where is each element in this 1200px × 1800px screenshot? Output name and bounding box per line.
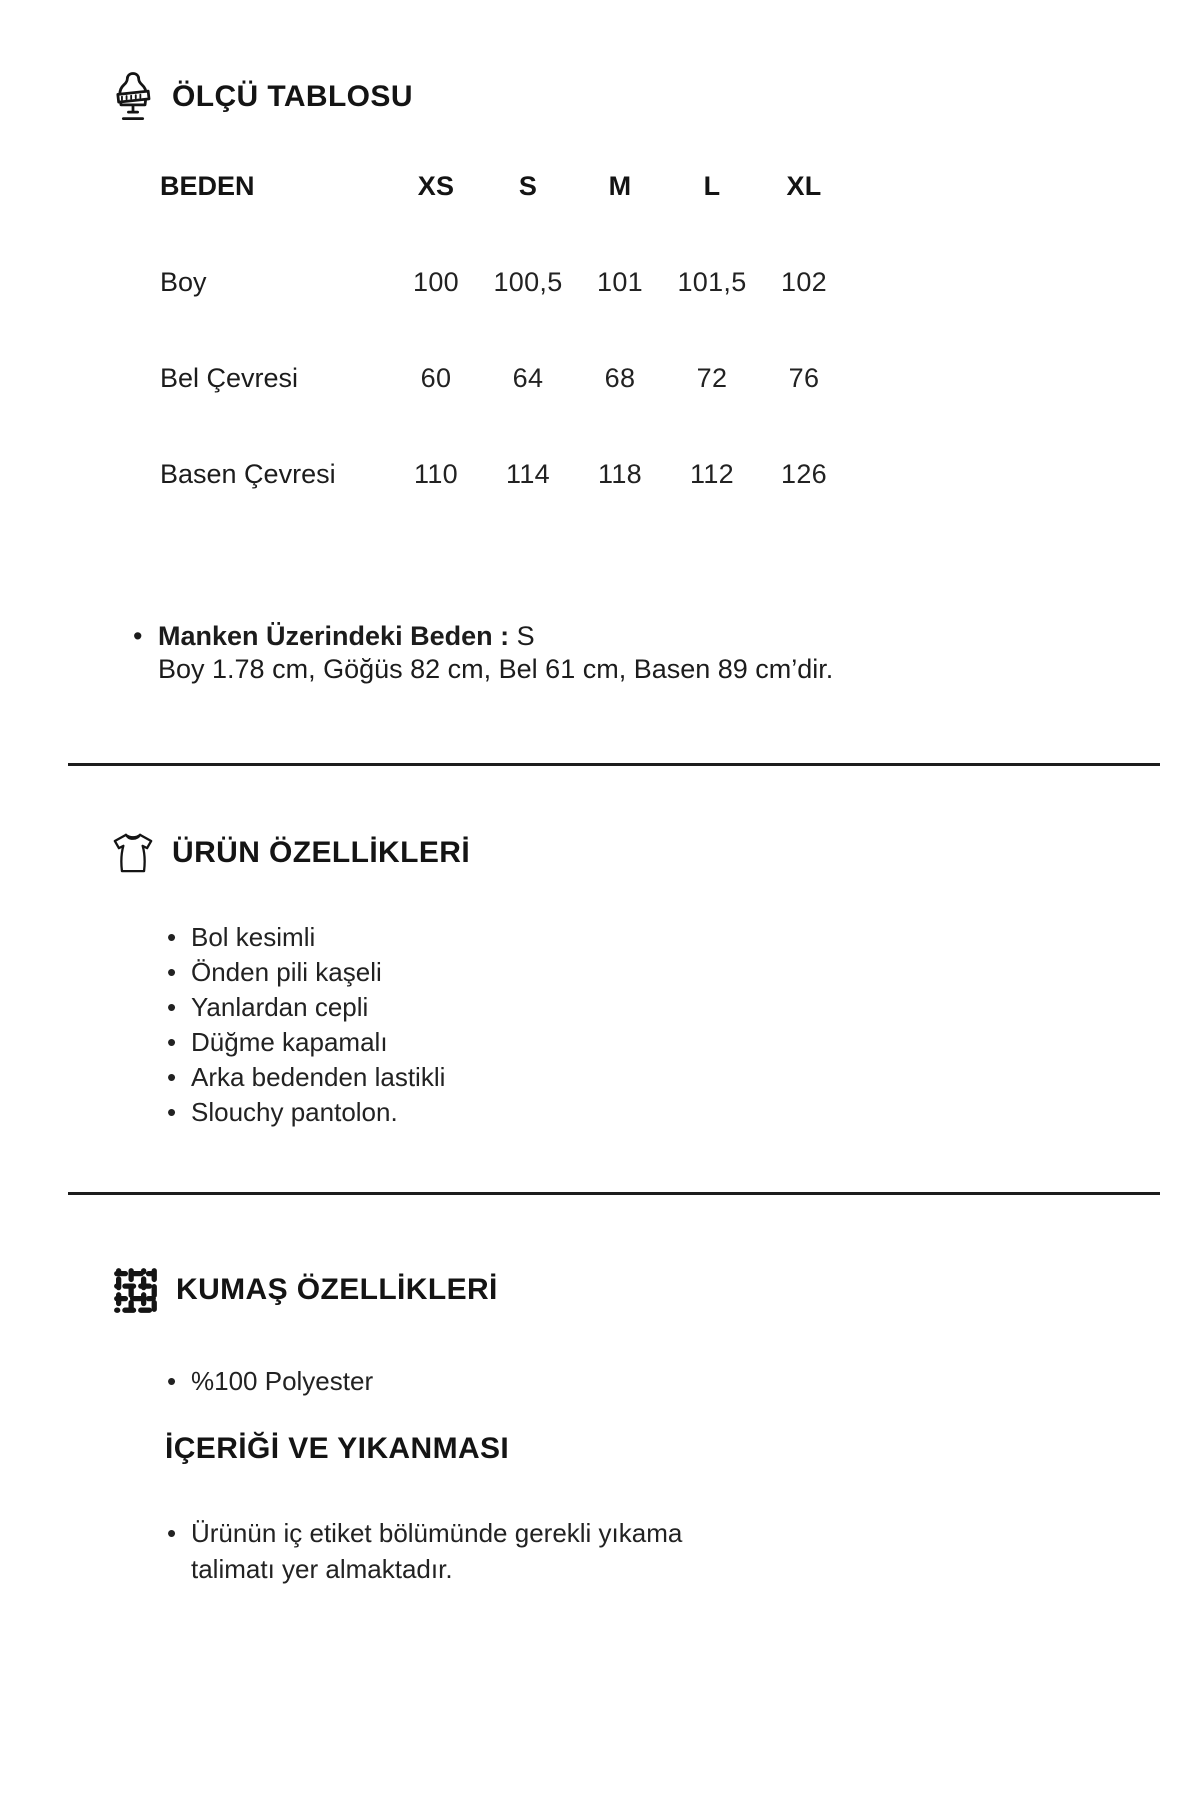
size-value: 126 (781, 459, 827, 489)
model-size-line (158, 620, 1160, 653)
size-value: 76 (788, 363, 820, 393)
size-value: 118 (598, 459, 642, 489)
washing-item: • Ürünün iç etiket bölümünde gerekli yıkama talimatı yer almaktadır. (165, 1515, 755, 1587)
feature-item: • Önden pili kaşeli (165, 955, 1160, 990)
product-features-title: ÜRÜN ÖZELLİKLERİ (172, 836, 471, 869)
fabric-list (165, 1365, 1160, 1398)
size-table (160, 170, 1160, 490)
size-row-label: Basen Çevresi (160, 459, 336, 489)
size-table-header (110, 70, 1160, 124)
feature-item: • Yanlardan cepli (165, 990, 1160, 1025)
fabric-item: • %100 Polyester (165, 1365, 1160, 1398)
size-value: 112 (690, 459, 734, 489)
size-value: 110 (414, 459, 458, 489)
size-value: 100,5 (493, 267, 563, 297)
size-header-xs: XS (417, 171, 455, 201)
size-value: 60 (420, 363, 452, 393)
size-row-label: Boy (160, 267, 207, 297)
size-value: 64 (512, 363, 544, 393)
model-measurements: Boy 1.78 cm, Göğüs 82 cm, Bel 61 cm, Basen 89 cm’dir. (158, 654, 834, 684)
size-header-s: S (518, 171, 538, 201)
size-value: 68 (604, 363, 636, 393)
fabric-title: KUMAŞ ÖZELLİKLERİ (176, 1273, 498, 1306)
washing-title: İÇERİĞİ VE YIKANMASI (165, 1432, 510, 1465)
size-row-label: Bel Çevresi (160, 363, 299, 393)
feature-item: • Arka bedenden lastikli (165, 1060, 1160, 1095)
tshirt-icon (110, 830, 156, 876)
feature-item: • Slouchy pantolon. (165, 1095, 1160, 1130)
size-value: 100 (413, 267, 459, 297)
product-features-header (110, 830, 1160, 876)
section-divider (68, 763, 1160, 766)
size-value: 102 (781, 267, 827, 297)
size-header-m: M (608, 171, 632, 201)
bullet-dot: • (133, 621, 143, 651)
model-size-value: S (516, 621, 535, 651)
size-header-xl: XL (786, 171, 822, 201)
feature-item: • Bol kesimli (165, 920, 1160, 955)
size-table-title: ÖLÇÜ TABLOSU (172, 80, 413, 113)
size-value: 114 (506, 459, 550, 489)
model-size-label: Manken Üzerindeki Beden : (158, 621, 510, 651)
size-value: 101 (597, 267, 643, 297)
section-divider (68, 1192, 1160, 1195)
feature-item: • Düğme kapamalı (165, 1025, 1160, 1060)
size-header-l: L (703, 171, 721, 201)
fabric-header (110, 1265, 1160, 1315)
product-features-list (165, 920, 1160, 1130)
fabric-weave-icon (110, 1265, 160, 1315)
size-value: 72 (696, 363, 728, 393)
size-table-col-header: BEDEN (160, 171, 255, 201)
washing-list (165, 1515, 1160, 1587)
mannequin-measure-icon (110, 70, 156, 124)
size-value: 101,5 (677, 267, 747, 297)
model-size-info (133, 620, 1160, 686)
